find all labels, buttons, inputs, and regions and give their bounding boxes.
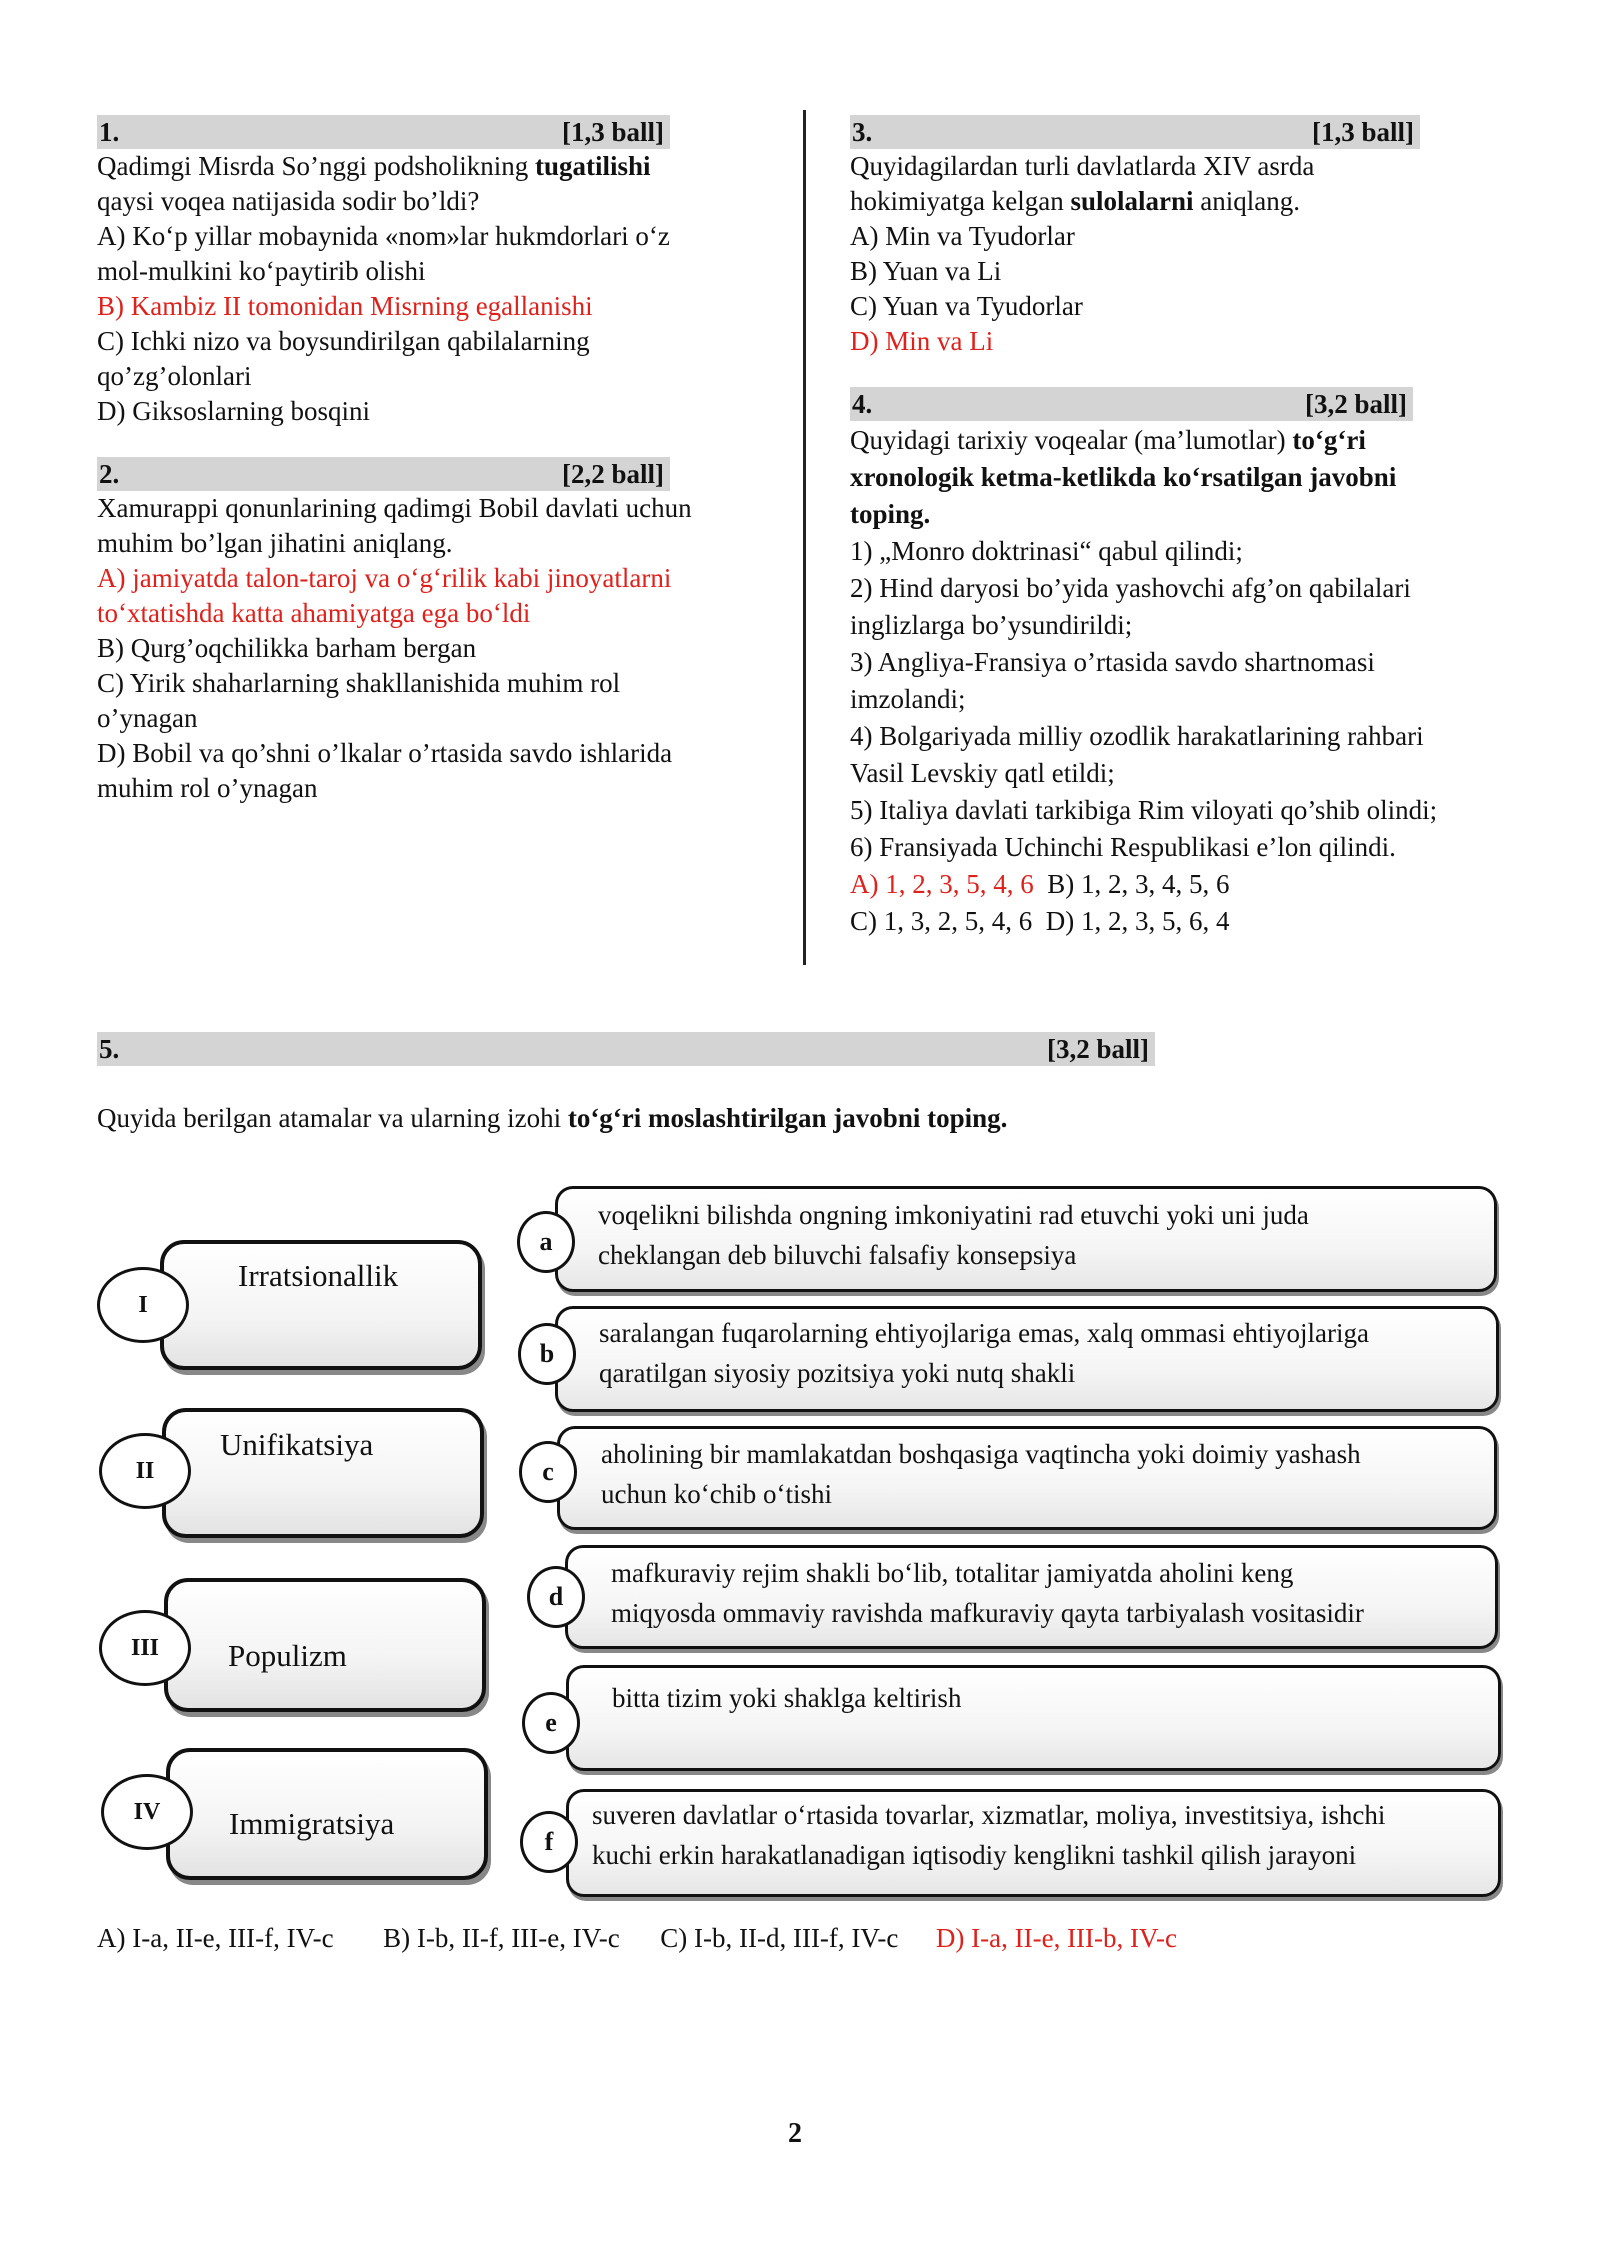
q1-option-b: B) Kambiz II tomonidan Misrning egallanishi [97,291,593,321]
q5-header [97,1032,1155,1066]
q3-option-a: A) Min va Tyudorlar [850,221,1075,251]
q2-option-d-1: D) Bobil va qo’shni o’lkalar o’rtasida savdo ishlarida [97,738,673,768]
q3-option-c: C) Yuan va Tyudorlar [850,291,1083,321]
q1-option-c-1: C) Ichki nizo va boysundirilgan qabilalarning [97,326,590,356]
q5-option-d: D) I-a, II-e, III-b, IV-c [935,1923,1178,1953]
q1-number: 1. [99,117,120,147]
q1-option-a-2: mol-mulkini ko‘paytirib olishi [97,256,426,286]
q1-stem-line1: Qadimgi Misrda So’nggi podsholikning tugatilishi [97,151,651,181]
q3-points: [1,3 ball] [1311,117,1414,147]
q3-option-b: B) Yuan va Li [850,256,1002,286]
definition-text-c: aholining bir mamlakatdan boshqasiga vaqtincha yoki doimiy yashash uchun ko‘chib o‘tishi [601,1439,1361,1509]
q5-number: 5. [99,1034,120,1064]
q1-body [97,149,777,429]
q4-body [850,422,1570,940]
definition-text-d: mafkuraviy rejim shakli bo‘lib, totalitar jamiyatda aholini keng miqyosda ommaviy ravishda mafkuraviy qayta tarbiyalash vositasidir [611,1558,1364,1628]
term-roman-1: I [97,1267,189,1343]
q4-item-5: 5) Italiya davlati tarkibiga Rim viloyati qo’shib olindi; [850,795,1438,825]
term-label-3: Populizm [228,1638,347,1673]
q5-option-b: B) I-b, II-f, III-e, IV-c [383,1923,620,1953]
q2-stem-line1: Xamurappi qonunlarining qadimgi Bobil davlati uchun [97,493,692,523]
q4-option-b: B) 1, 2, 3, 4, 5, 6 [1047,869,1230,899]
q1-points: [1,3 ball] [561,117,664,147]
q2-option-c-2: o’ynagan [97,703,198,733]
definition-letter-e: e [522,1692,580,1754]
q2-points: [2,2 ball] [561,459,664,489]
q4-item-6: 6) Fransiyada Uchinchi Respublikasi e’lon qilindi. [850,832,1396,862]
q1-header [97,115,670,149]
q5-points: [3,2 ball] [1046,1034,1149,1064]
q1-stem-line2: qaysi voqea natijasida sodir bo’ldi? [97,186,480,216]
q4-number: 4. [852,389,873,419]
q4-points: [3,2 ball] [1304,389,1407,419]
column-divider [803,110,806,965]
q4-stem-line2: xronologik ketma-ketlikda ko‘rsatilgan javobni [850,462,1397,492]
q2-option-c-1: C) Yirik shaharlarning shakllanishida muhim rol [97,668,621,698]
q1-option-a-1: A) Ko‘p yillar mobaynida «nom»lar hukmdorlari o‘z [97,221,670,251]
q3-body [850,149,1530,359]
definition-letter-a: a [517,1211,575,1273]
q3-option-d: D) Min va Li [850,326,994,356]
definition-letter-c: c [519,1441,577,1503]
q4-stem-line1: Quyidagi tarixiy voqealar (ma’lumotlar) to‘g‘ri [850,425,1366,455]
definition-text-b: saralangan fuqarolarning ehtiyojlariga emas, xalq ommasi ehtiyojlariga qaratilgan siyosiy pozitsiya yoki nutq shakli [599,1318,1369,1388]
term-roman-3: III [99,1610,191,1686]
term-roman-4: IV [101,1774,193,1850]
q4-stem-line3: toping. [850,499,931,529]
q3-stem-line1: Quyidagilardan turli davlatlarda XIV asrda [850,151,1315,181]
q1-option-d: D) Giksoslarning bosqini [97,396,370,426]
definition-text-e: bitta tizim yoki shaklga keltirish [612,1683,962,1713]
q4-option-a: A) 1, 2, 3, 5, 4, 6 [850,869,1034,899]
q2-body [97,491,787,806]
q1-stem-bold: tugatilishi [535,151,651,181]
q4-item-3-1: 3) Angliya-Fransiya o’rtasida savdo shartnomasi [850,647,1375,677]
q2-option-d-2: muhim rol o’ynagan [97,773,318,803]
q5-options [97,1921,1497,1956]
term-roman-2: II [99,1433,191,1509]
q4-header [850,387,1413,421]
q4-options-row2 [850,903,1570,940]
q2-option-a-2: to‘xtatishda katta ahamiyatga ega bo‘ldi [97,598,531,628]
term-label-4: Immigratsiya [229,1806,395,1841]
definition-letter-f: f [520,1811,578,1873]
q4-item-3-2: imzolandi; [850,684,966,714]
q5-stem-bold: to‘g‘ri moslashtirilgan javobni toping. [567,1103,1008,1133]
q4-item-1: 1) „Monro doktrinasi“ qabul qilindi; [850,536,1243,566]
q4-item-2-2: inglizlarga bo’ysundirildi; [850,610,1133,640]
q2-option-a-1: A) jamiyatda talon-taroj va o‘g‘rilik kabi jinoyatlarni [97,563,672,593]
q4-stem-bold-1: to‘g‘ri [1292,425,1366,455]
q2-stem-line2: muhim bo’lgan jihatini aniqlang. [97,528,453,558]
definition-letter-d: d [527,1566,585,1628]
q4-options-row1 [850,866,1570,903]
term-label-1: Irratsionallik [238,1258,399,1293]
term-label-2: Unifikatsiya [220,1427,374,1462]
q4-option-c: C) 1, 3, 2, 5, 4, 6 [850,906,1033,936]
q4-item-2-1: 2) Hind daryosi bo’yida yashovchi afg’on qabilalari [850,573,1411,603]
q5-option-a: A) I-a, II-e, III-f, IV-c [97,1923,334,1953]
q3-stem-line2: hokimiyatga kelgan sulolalarni aniqlang. [850,186,1300,216]
q4-item-4-1: 4) Bolgariyada milliy ozodlik harakatlarining rahbari [850,721,1424,751]
q4-item-4-2: Vasil Levskiy qatl etildi; [850,758,1115,788]
q2-number: 2. [99,459,120,489]
definition-text-a: voqelikni bilishda ongning imkoniyatini rad etuvchi yoki uni juda cheklangan deb biluvchi falsafiy konsepsiya [598,1200,1309,1270]
definition-text-f: suveren davlatlar o‘rtasida tovarlar, xizmatlar, moliya, investitsiya, ishchi kuchi erkin harakatlanadigan iqtisodiy kenglikni tashkil qilish jarayoni [592,1800,1386,1870]
q3-header [850,115,1420,149]
q2-header [97,457,670,491]
definition-letter-b: b [518,1323,576,1385]
page-number: 2 [788,2118,802,2149]
q5-stem: Quyida berilgan atamalar va ularning izohi to‘g‘ri moslashtirilgan javobni toping. [97,1103,1008,1133]
q4-option-d: D) 1, 2, 3, 5, 6, 4 [1045,906,1230,936]
q5-option-c: C) I-b, II-d, III-f, IV-c [660,1923,899,1953]
q3-number: 3. [852,117,873,147]
q1-option-c-2: qo’zg’olonlari [97,361,252,391]
q2-option-b: B) Qurg’oqchilikka barham bergan [97,633,477,663]
q3-stem-bold: sulolalarni [1070,186,1194,216]
